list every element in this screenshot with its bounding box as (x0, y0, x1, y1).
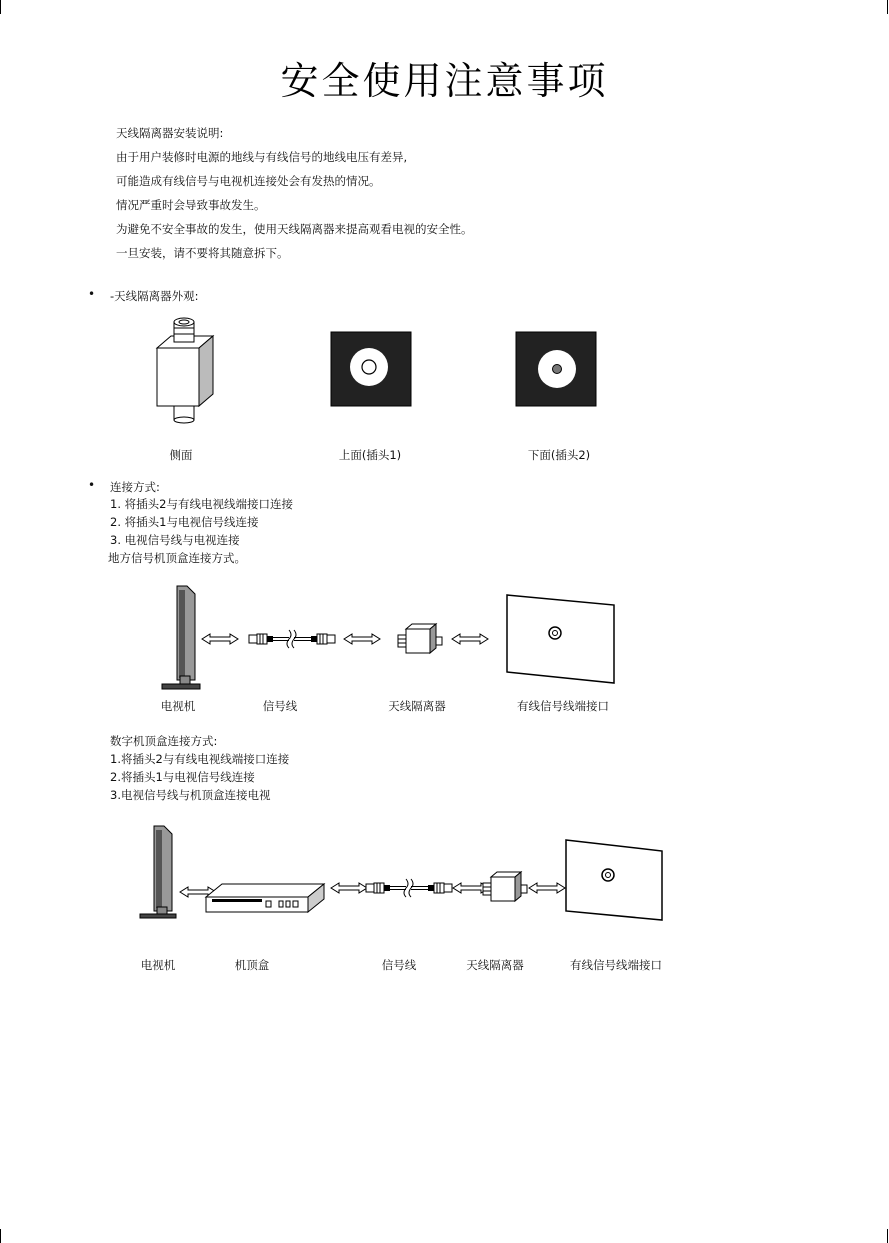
step-item: 2.将插头1与电视信号线连接 (110, 770, 255, 784)
step-item: 3.电视信号线与机顶盒连接电视 (110, 788, 271, 802)
intro-line: 由于用户装修时电源的地线与有线信号的地线电压有差异, (116, 150, 408, 164)
isolator-side-view (157, 318, 213, 423)
intro-line: 情况严重时会导致事故发生。 (116, 198, 266, 212)
intro-line: 天线隔离器安装说明: (116, 126, 224, 140)
digital-heading: 数字机顶盒连接方式: (110, 734, 218, 748)
step-item: 1. 将插头2与有线电视线端接口连接 (110, 497, 293, 511)
connection-arrow (202, 634, 238, 644)
wall-port-icon (507, 595, 614, 683)
connection-arrow (529, 883, 565, 893)
analog-heading: 地方信号机顶盒连接方式。 (108, 551, 246, 565)
step-item: 1.将插头2与有线电视线端接口连接 (110, 752, 290, 766)
label-signal-cable: 信号线 (262, 699, 298, 713)
isolator-icon (483, 872, 527, 901)
caption-side: 侧面 (169, 448, 193, 462)
page-title: 安全使用注意事项 (280, 59, 609, 103)
cable-icon (366, 879, 452, 897)
label-wall-port: 有线信号线端接口 (517, 699, 609, 713)
caption-bottom: 下面(插头2) (527, 448, 591, 462)
isolator-icon (398, 624, 442, 653)
wall-port-icon (566, 840, 662, 920)
step-item: 2. 将插头1与电视信号线连接 (110, 515, 259, 529)
isolator-top-view (331, 332, 411, 406)
tv-icon (162, 586, 200, 689)
diagram-digital (140, 826, 662, 920)
label-isolator: 天线隔离器 (466, 958, 524, 972)
label-wall-port: 有线信号线端接口 (570, 958, 662, 972)
bullet-icon: • (88, 478, 96, 492)
connection-arrow (344, 634, 380, 644)
intro-line: 可能造成有线信号与电视机连接处会有发热的情况。 (116, 174, 381, 188)
bullet-icon: • (88, 287, 96, 301)
label-signal-cable: 信号线 (381, 958, 417, 972)
intro-line: 一旦安装，请不要将其随意拆下。 (116, 246, 289, 260)
isolator-bottom-view (516, 332, 596, 406)
cable-icon (249, 630, 335, 648)
connection-heading: 连接方式: (110, 480, 160, 494)
step-item: 3. 电视信号线与电视连接 (110, 533, 240, 547)
label-tv: 电视机 (160, 699, 196, 713)
appearance-heading: -天线隔离器外观: (110, 289, 199, 303)
connection-arrow (452, 634, 488, 644)
label-isolator: 天线隔离器 (388, 699, 446, 713)
caption-top: 上面(插头1) (338, 448, 402, 462)
label-tv: 电视机 (140, 958, 176, 972)
intro-line: 为避免不安全事故的发生，使用天线隔离器来提高观看电视的安全性。 (116, 222, 473, 236)
set-top-box-icon (206, 884, 324, 912)
label-set-top-box: 机顶盒 (234, 958, 270, 972)
diagram-analog (162, 586, 614, 689)
tv-icon (140, 826, 176, 918)
connection-arrow (331, 883, 367, 893)
